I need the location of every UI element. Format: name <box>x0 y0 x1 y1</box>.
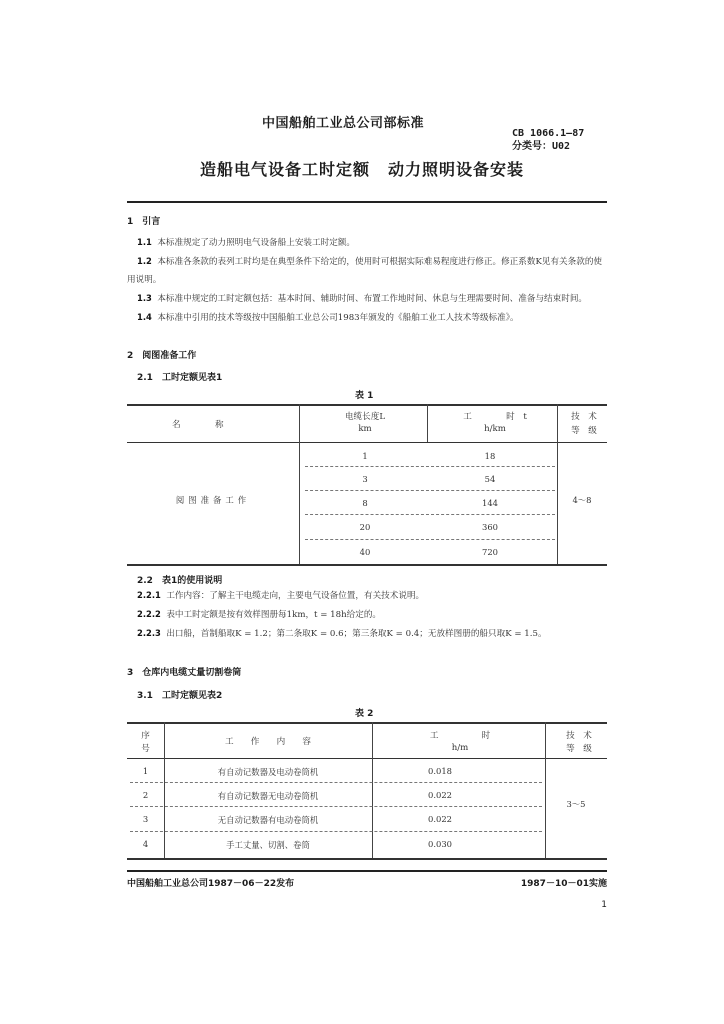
table-1-length: 1 <box>362 451 368 461</box>
table-1-row-name: 阅图准备工作 <box>175 495 251 505</box>
table-2-row-separator <box>130 782 542 783</box>
table-1-row-separator <box>305 466 555 467</box>
table-1-divider <box>557 404 558 564</box>
section-2-2: 2.2 表1的使用说明 <box>137 576 223 586</box>
table-2-divider <box>372 722 373 858</box>
table-2-caption: 表 2 <box>355 709 374 719</box>
table-2-row-time: 0.018 <box>428 766 452 776</box>
table-2-row-no: 2 <box>142 790 149 800</box>
table-2-col-time-unit: h/m <box>451 743 469 753</box>
table-1-length: 20 <box>359 522 371 532</box>
footer-rule <box>127 870 607 872</box>
table-1-divider <box>299 404 300 564</box>
table-2-col-grade-2: 等 级 <box>566 744 592 754</box>
table-1-length: 3 <box>362 474 368 484</box>
section-3-heading: 3 仓库内电缆丈量切割卷筒 <box>127 668 242 678</box>
table-1-col-time-unit: h/km <box>484 424 506 434</box>
issue-date: 中国船舶工业总公司1987－06－22发布 <box>127 879 295 889</box>
table-2-row-no: 3 <box>142 814 149 824</box>
table-1-col-length-unit: km <box>358 424 372 434</box>
section-1-heading: 1 引言 <box>127 217 161 227</box>
table-1-time: 720 <box>482 547 498 557</box>
table-1-col-grade-2: 等 级 <box>571 426 597 436</box>
note-2-2-2: 2.2.2 表中工时定额是按有效样图册每1km，t = 18h给定的。 <box>137 609 382 620</box>
section-2-1: 2.1 工时定额见表1 <box>137 373 223 383</box>
table-1-time: 144 <box>482 498 498 508</box>
note-2-2-3: 2.2.3 出口船，首制船取K = 1.2；第二条取K = 0.6；第三条取K = 0.4；无放样图册的船只取K = 1.5。 <box>137 628 547 639</box>
table-1-row-separator <box>305 539 555 540</box>
table-2-col-time: 工 时 <box>429 731 491 741</box>
note-2-2-1: 2.2.1 工作内容：了解主干电缆走向，主要电气设备位置，有关技术说明。 <box>137 590 425 601</box>
clause-1-1: 1.1 本标准规定了动力照明电气设备船上安装工时定额。 <box>137 237 355 248</box>
section-2-heading: 2 阅图准备工作 <box>127 351 197 361</box>
table-1-time: 54 <box>484 474 496 484</box>
issuing-organization: 中国船舶工业总公司部标准 <box>262 116 425 131</box>
table-1-length: 8 <box>362 498 368 508</box>
table-1-time: 18 <box>484 451 496 461</box>
section-3-1: 3.1 工时定额见表2 <box>137 691 223 701</box>
table-2-row-time: 0.022 <box>428 790 452 800</box>
title-part-1: 造船电气设备工时定额 <box>199 160 370 179</box>
table-1-divider <box>427 404 428 442</box>
table-1-col-time: 工 时 t <box>463 412 527 422</box>
table-1-time: 360 <box>482 522 498 532</box>
table-1-notes <box>127 586 609 643</box>
table-2-header-rule <box>127 758 607 759</box>
document-title <box>0 157 724 180</box>
table-1-bottom-rule <box>127 564 607 566</box>
table-2-row-content: 无自动记数器有电动卷筒机 <box>217 815 319 825</box>
table-1-row-separator <box>305 490 555 491</box>
title-part-2: 动力照明设备安装 <box>388 160 525 179</box>
section-1-body <box>127 233 609 327</box>
table-2-col-content: 工 作 内 容 <box>225 737 311 747</box>
table-1-header-rule <box>127 442 607 443</box>
table-2-top-rule <box>127 722 607 724</box>
table-1-col-grade: 技 术 <box>571 412 597 422</box>
table-2-row-content: 有自动记数器及电动卷筒机 <box>217 767 319 777</box>
table-2-row-content: 有自动记数器无电动卷筒机 <box>217 791 319 801</box>
standard-code: CB 1066.1—87 <box>512 128 585 139</box>
table-2-col-grade: 技 术 <box>566 731 592 741</box>
standard-code-block <box>512 127 584 153</box>
page-number: 1 <box>601 900 607 910</box>
table-1-col-length: 电缆长度L <box>344 412 386 422</box>
table-2-grade: 3～5 <box>566 799 586 809</box>
table-2-row-no: 4 <box>142 839 149 849</box>
clause-1-2: 1.2 本标准各条款的表列工时均是在典型条件下给定的，使用时可根据实际难易程度进行修正。修正系数K见有关条款的使用说明。 <box>127 256 603 285</box>
table-2-divider <box>545 722 546 858</box>
header-rule <box>127 201 607 203</box>
table-1-col-name: 名 称 <box>172 420 224 430</box>
table-1-top-rule <box>127 404 607 406</box>
clause-1-4: 1.4 本标准中引用的技术等级按中国船舶工业总公司1983年颁发的《船舶工业工人技术等级标准》。 <box>137 312 519 323</box>
table-2-row-time: 0.022 <box>428 814 452 824</box>
table-2-row-separator <box>130 806 542 807</box>
table-2-row-separator <box>130 831 542 832</box>
table-2-col-no: 序 <box>141 731 150 741</box>
table-1-row-separator <box>305 514 555 515</box>
table-2-bottom-rule <box>127 858 607 860</box>
effective-date: 1987－10－01实施 <box>520 879 607 889</box>
table-1-caption: 表 1 <box>355 391 374 401</box>
table-2-col-no-2: 号 <box>141 744 150 754</box>
clause-1-3: 1.3 本标准中规定的工时定额包括：基本时间、辅助时间、布置工作地时间、休息与生理需要时间、准备与结束时间。 <box>137 293 588 304</box>
table-2-row-time: 0.030 <box>428 839 452 849</box>
table-1-grade: 4～8 <box>572 495 592 505</box>
table-1-length: 40 <box>359 547 371 557</box>
table-2-row-no: 1 <box>142 766 149 776</box>
table-2-row-content: 手工丈量、切割、卷筒 <box>226 840 310 850</box>
category-code: 分类号：U02 <box>512 141 571 152</box>
